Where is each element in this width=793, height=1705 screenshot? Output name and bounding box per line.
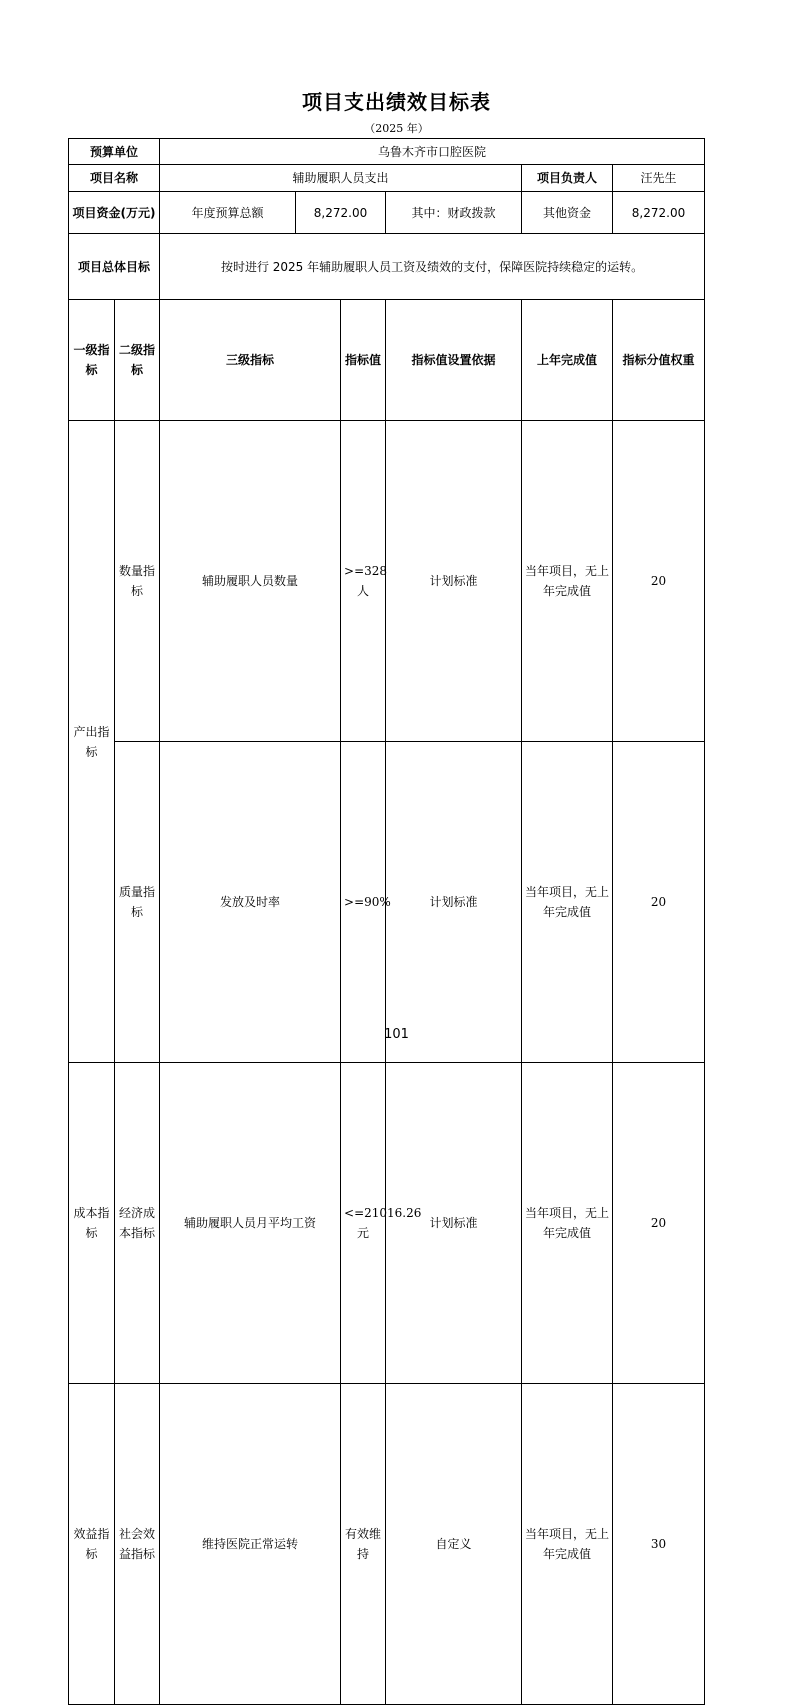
level1-cell: 产出指标	[69, 421, 115, 1063]
level3-cell: 辅助履职人员数量	[160, 421, 341, 742]
level3-cell: 发放及时率	[160, 742, 341, 1063]
other-label: 其他资金	[522, 192, 613, 234]
basis-cell: 自定义	[386, 1384, 522, 1705]
table-row	[69, 742, 705, 1063]
project-label: 项目名称	[69, 165, 160, 192]
funds-label: 项目资金(万元)	[69, 192, 160, 234]
indicator-value-cell: 有效维持	[341, 1384, 386, 1705]
basis-cell: 计划标准	[386, 742, 522, 1063]
level3-cell: 维持医院正常运转	[160, 1384, 341, 1705]
page-number: 101	[384, 1027, 409, 1042]
unit-value: 乌鲁木齐市口腔医院	[160, 139, 705, 165]
year-label: （2025 年）	[364, 122, 429, 135]
table-row	[69, 1384, 705, 1705]
goal-label: 项目总体目标	[69, 234, 160, 300]
level2-cell: 质量指标	[115, 742, 160, 1063]
column-header: 一级指标	[69, 300, 115, 421]
column-header: 三级指标	[160, 300, 341, 421]
indicator-value-cell: >=328人	[341, 421, 386, 742]
weight-cell: 30	[613, 1384, 705, 1705]
level1-cell: 成本指标	[69, 1063, 115, 1384]
leader-value: 汪先生	[613, 165, 705, 192]
other-value: 8,272.00	[613, 192, 705, 234]
annual-total-value: 8,272.00	[296, 192, 386, 234]
previous-value-cell: 当年项目，无上年完成值	[522, 742, 613, 1063]
weight-cell: 20	[613, 742, 705, 1063]
table-row	[69, 1063, 705, 1384]
weight-cell: 20	[613, 421, 705, 742]
column-header: 二级指标	[115, 300, 160, 421]
indicator-value-cell: >=90%	[341, 742, 386, 1063]
previous-value-cell: 当年项目，无上年完成值	[522, 1063, 613, 1384]
table-row	[69, 421, 705, 742]
page-title: 项目支出绩效目标表	[302, 90, 491, 114]
leader-label: 项目负责人	[522, 165, 613, 192]
unit-label: 预算单位	[69, 139, 160, 165]
column-header: 指标值	[341, 300, 386, 421]
annual-total-label: 年度预算总额	[160, 192, 296, 234]
level2-cell: 数量指标	[115, 421, 160, 742]
previous-value-cell: 当年项目，无上年完成值	[522, 421, 613, 742]
indicator-value-cell: <=21016.26元	[341, 1063, 386, 1384]
weight-cell: 20	[613, 1063, 705, 1384]
basis-cell: 计划标准	[386, 421, 522, 742]
previous-value-cell: 当年项目，无上年完成值	[522, 1384, 613, 1705]
goal-value: 按时进行 2025 年辅助履职人员工资及绩效的支付，保障医院持续稳定的运转。	[160, 234, 705, 300]
level3-cell: 辅助履职人员月平均工资	[160, 1063, 341, 1384]
column-header: 上年完成值	[522, 300, 613, 421]
column-header: 指标值设置依据	[386, 300, 522, 421]
level2-cell: 经济成本指标	[115, 1063, 160, 1384]
basis-cell: 计划标准	[386, 1063, 522, 1384]
fiscal-label: 其中：财政拨款	[386, 192, 522, 234]
column-header: 指标分值权重	[613, 300, 705, 421]
performance-target-table	[68, 138, 705, 1705]
project-value: 辅助履职人员支出	[160, 165, 522, 192]
level2-cell: 社会效益指标	[115, 1384, 160, 1705]
level1-cell: 效益指标	[69, 1384, 115, 1705]
